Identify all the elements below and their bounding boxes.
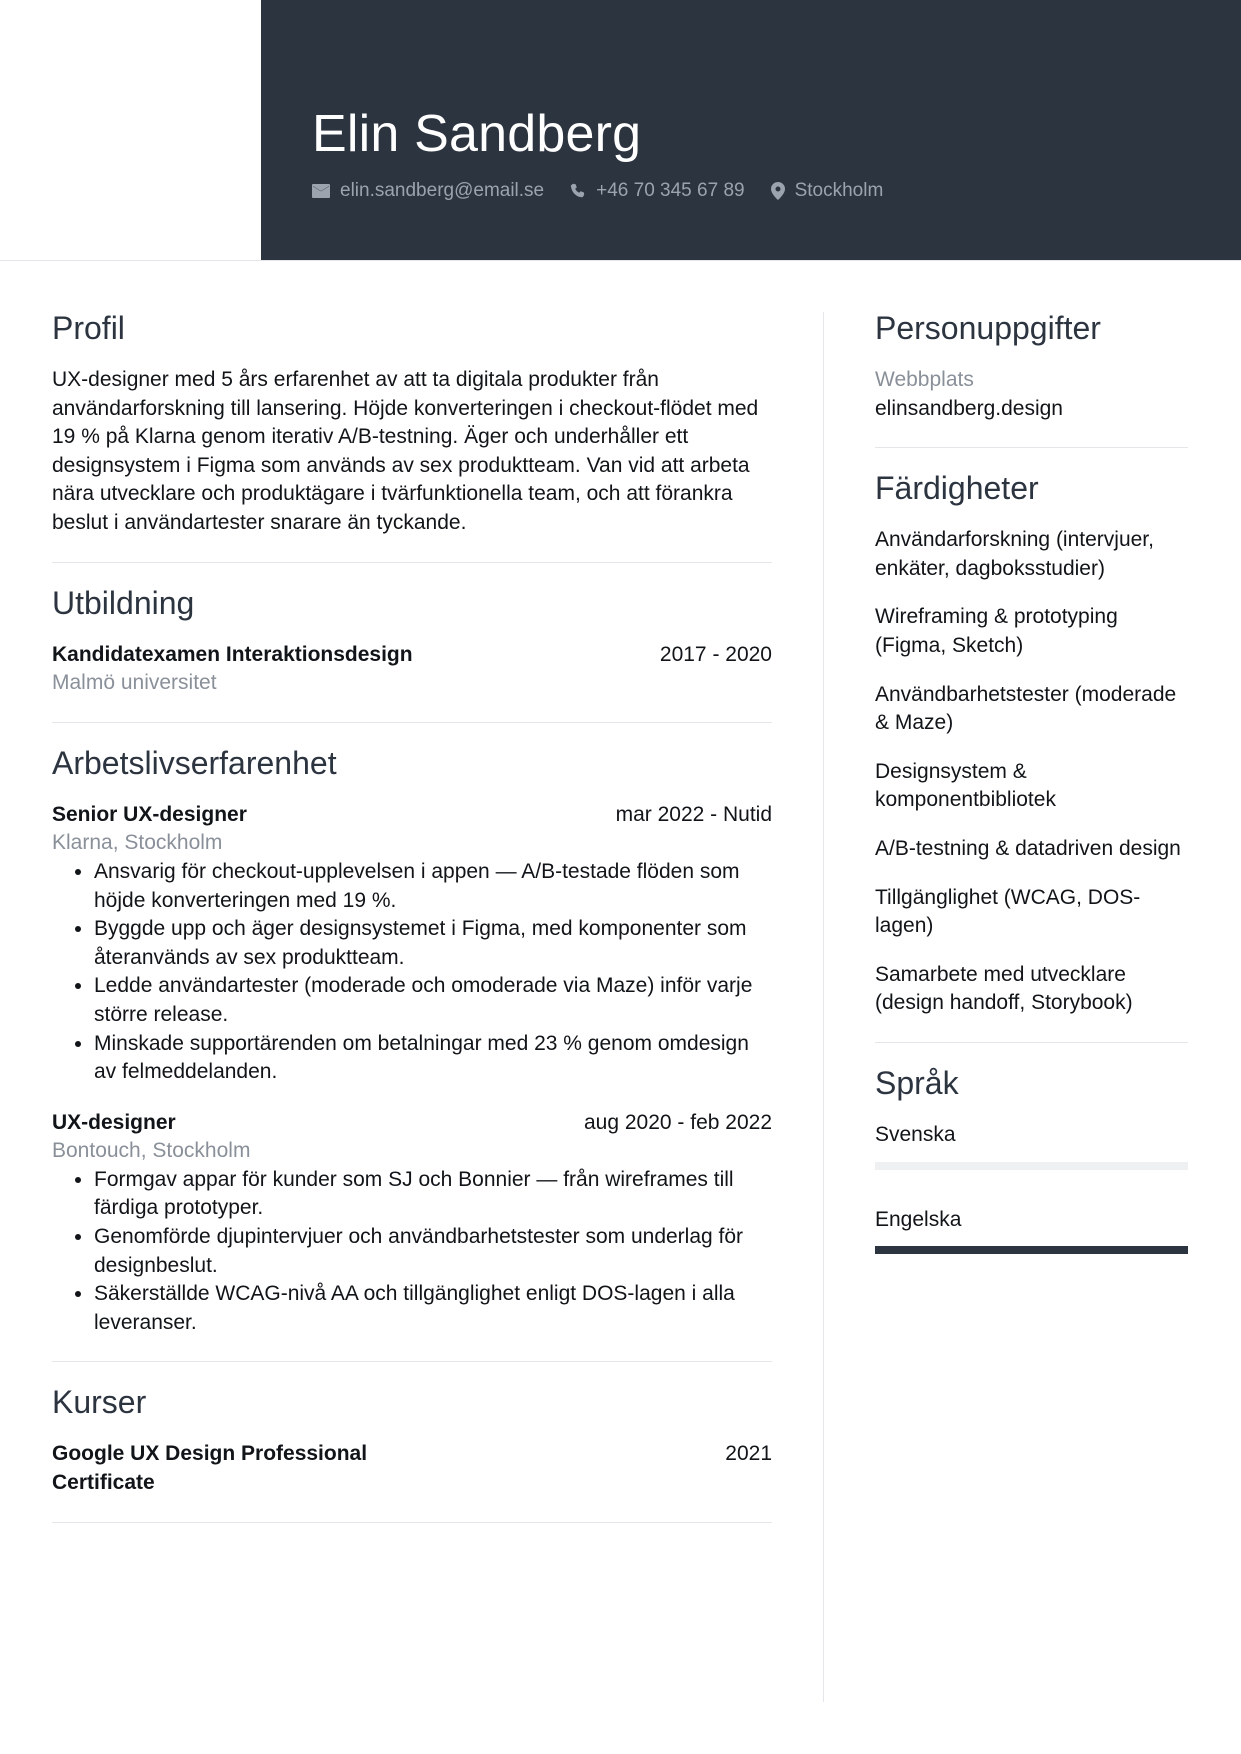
job-role: Senior UX-designer [52,802,247,826]
job-bullets [52,858,772,1087]
language-level-bar [875,1246,1188,1254]
section-title-education: Utbildning [52,584,195,621]
section-divider [52,722,772,723]
section-divider [875,447,1188,448]
job-dates: aug 2020 - feb 2022 [584,1110,772,1134]
education-entry [52,641,772,698]
phone-icon [570,183,586,199]
skill-item: Wireframing & prototyping (Figma, Sketch) [875,605,1118,657]
section-title-personal: Personuppgifter [875,310,1101,346]
resume-header [261,0,1241,260]
section-title-languages: Språk [875,1064,959,1101]
school-name: Malmö universitet [52,671,217,695]
job-bullet: • Ansvarig för checkout-upplevelsen i appen — A/B-testade flöden som höjde konverteringen med 19 %. [94,858,772,915]
job-bullet: • Minskade supportärenden om betalningar med 23 % genom omdesign av felmeddelanden. [94,1030,772,1087]
main-column [52,308,772,1543]
section-divider [52,1361,772,1362]
job-entry [52,1109,772,1338]
job-company: Bontouch, Stockholm [52,1139,251,1163]
education-dates: 2017 - 2020 [659,642,772,666]
course-year: 2021 [725,1442,772,1466]
job-bullet: • Formgav appar för kunder som SJ och Bonnier — från wireframes till färdiga prototyper. [94,1166,772,1223]
job-bullets [52,1166,772,1338]
section-title-profile: Profil [52,310,125,346]
language-level-fill [875,1246,1188,1254]
skill-item: A/B-testning & datadriven design [875,836,1181,860]
job-dates: mar 2022 - Nutid [615,802,772,826]
column-divider [823,312,824,1702]
languages-section [875,1063,1188,1254]
section-title-courses: Kurser [52,1384,147,1421]
contact-location [771,180,884,202]
personal-section [875,308,1188,423]
job-company: Klarna, Stockholm [52,831,223,855]
profile-section [52,308,772,538]
courses-section [52,1382,772,1497]
job-bullet: • Säkerställde WCAG-nivå AA och tillgänglighet enligt DOS-lagen i alla leveranser. [94,1280,772,1337]
website-link[interactable]: elinsandberg.design [875,396,1063,420]
experience-section [52,743,772,1338]
language-name: Engelska [875,1207,962,1231]
website-label: Webbplats [875,368,974,391]
job-entry [52,801,772,1087]
skills-section [875,468,1188,1018]
degree-title: Kandidatexamen Interaktionsdesign [52,642,413,666]
language-level-bar [875,1162,1188,1170]
section-divider [52,1522,772,1523]
section-title-experience: Arbetslivserfarenhet [52,744,337,781]
section-title-skills: Färdigheter [875,470,1039,507]
job-bullet: • Genomförde djupintervjuer och användbarhetstester som underlag för designbeslut. [94,1223,772,1280]
skill-item: Användbarhetstester (moderade & Maze) [875,682,1177,735]
contact-phone[interactable] [570,180,744,202]
skill-item: Användarforskning (intervjuer, enkäter, dagboksstudier) [875,528,1154,580]
job-role: UX-designer [52,1110,176,1134]
skill-item: Samarbete med utvecklare (design handoff, Storybook) [875,962,1133,1015]
education-section [52,583,772,698]
email-text: elin.sandberg@email.se [340,180,545,201]
skill-item: Designsystem & komponentbibliotek [875,759,1056,812]
header-divider [0,260,1241,261]
phone-text: +46 70 345 67 89 [596,180,745,201]
contact-row [312,180,909,202]
section-divider [52,562,772,563]
location-pin-icon [771,182,785,200]
full-name: Elin Sandberg [312,105,642,163]
mail-icon [312,184,330,198]
course-name: Google UX Design Professional Certificate [52,1442,368,1495]
course-entry [52,1440,772,1497]
location-text: Stockholm [794,180,884,201]
language-name: Svenska [875,1122,956,1146]
profile-text: UX-designer med 5 års erfarenhet av att ta digitala produkter från användarforskning till lansering. Höjde konverteringen i checkout-flödet med 19 % på Klarna genom iterativ A/B-testning. Äger och underhåller ett designsystem i Figma som används av sex produktteam. Van vid att arbeta nära utvecklare och produktägare i tvärfunktionella team, och att förankra beslut i användartester snarare än tyckande. [52,368,759,534]
section-divider [875,1042,1188,1043]
job-bullet: • Ledde användartester (moderade och omoderade via Maze) inför varje större release. [94,972,772,1029]
skill-item: Tillgänglighet (WCAG, DOS-lagen) [875,885,1141,938]
sidebar [875,308,1188,1290]
contact-email[interactable] [312,180,544,202]
job-bullet: • Byggde upp och äger designsystemet i Figma, med komponenter som återanvänds av sex produktteam. [94,915,772,972]
